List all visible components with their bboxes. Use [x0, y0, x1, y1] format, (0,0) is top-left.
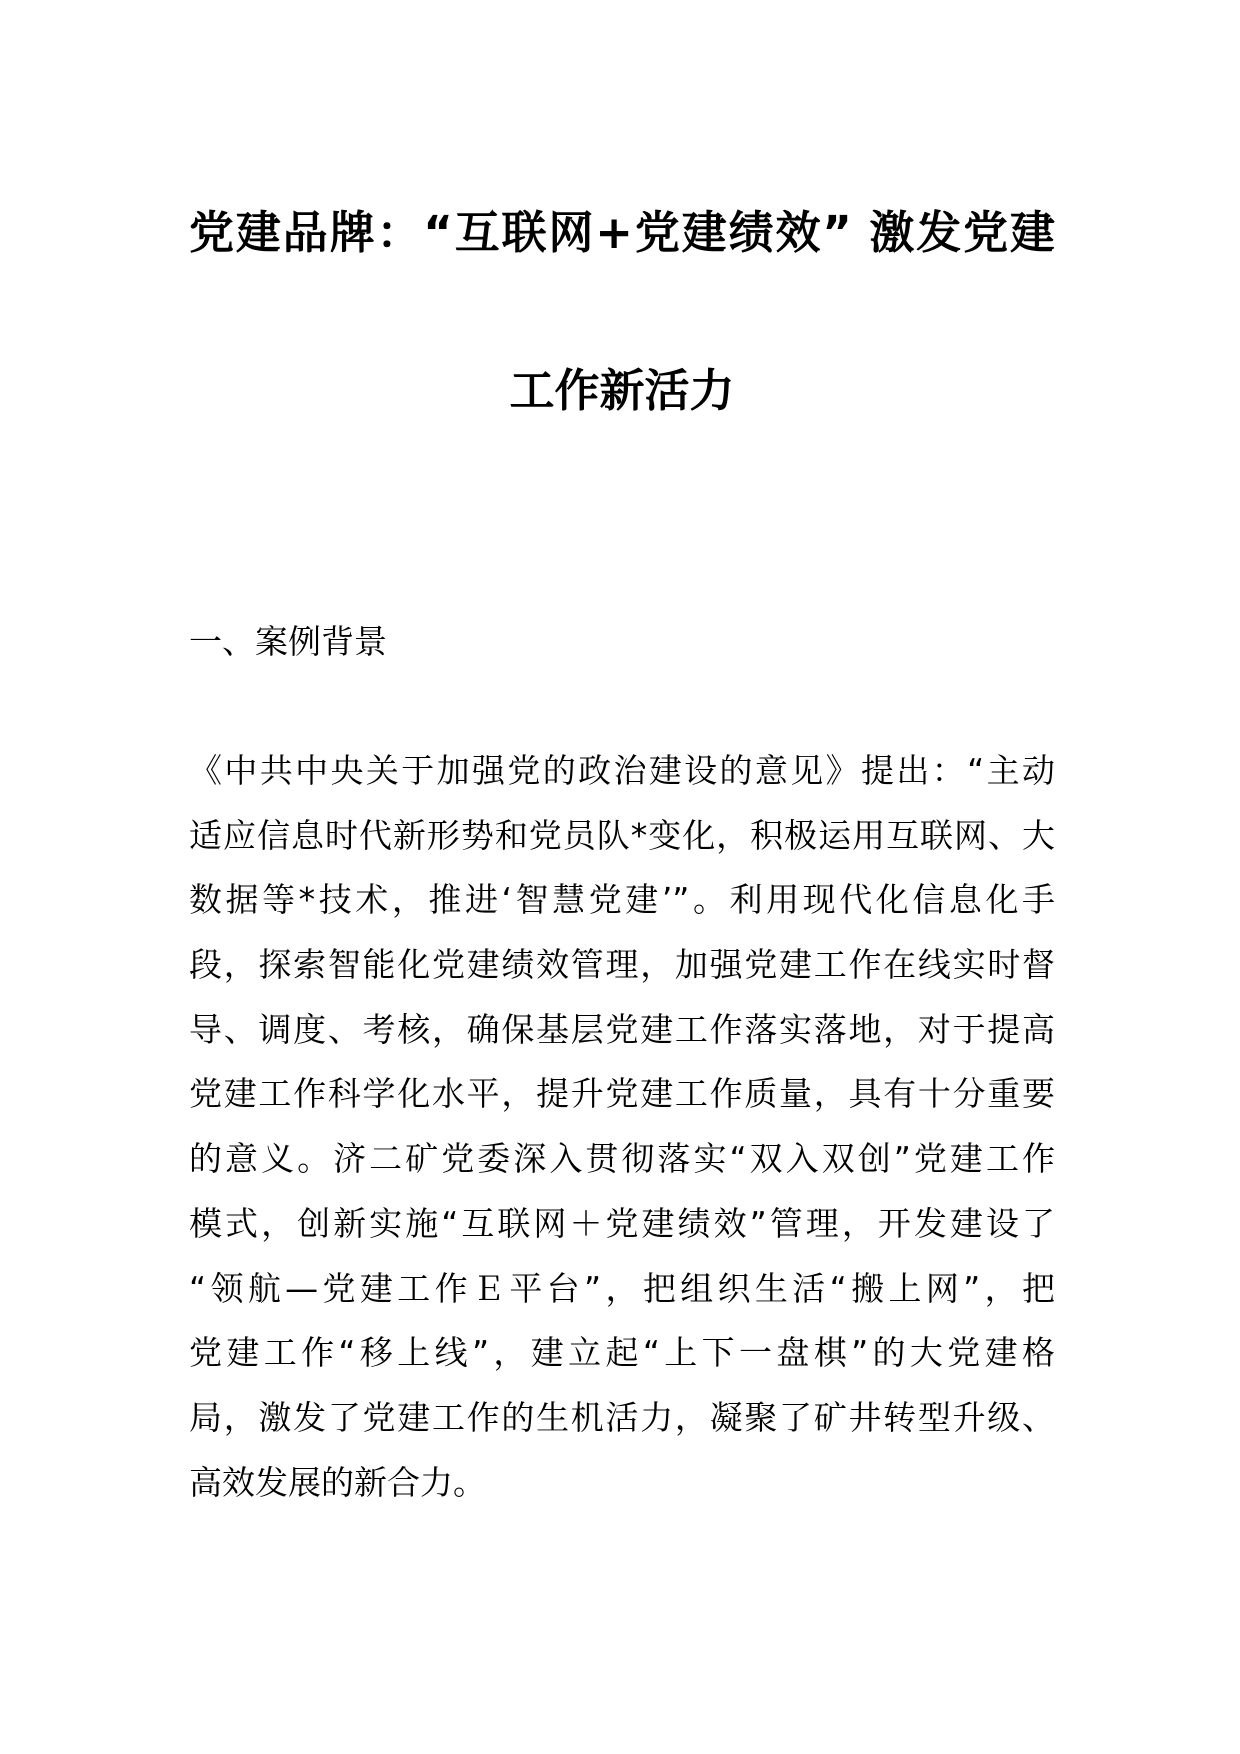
paragraph-line: 模式，创新实施“互联网＋党建绩效”管理，开发建设了: [189, 1203, 1055, 1243]
paragraph-line: 数据等*技术，推进‘智慧党建’”。利用现代化信息化手: [189, 880, 1055, 920]
paragraph-line: “领航—党建工作Ｅ平台”，把组织生活“搬上网”，把: [189, 1268, 1055, 1308]
document-title-line-2: 工作新活力: [509, 364, 735, 417]
document-title-line-1: 党建品牌：“互联网+党建绩效” 激发党建: [189, 206, 1055, 259]
section-heading: 一、案例背景: [189, 622, 387, 661]
paragraph-line: 导、调度、考核，确保基层党建工作落实落地，对于提高: [189, 1009, 1055, 1049]
paragraph-line: 高效发展的新合力。: [189, 1462, 486, 1502]
paragraph-line: 党建工作科学化水平，提升党建工作质量，具有十分重要: [189, 1074, 1055, 1114]
paragraph-line: 局，激发了党建工作的生机活力，凝聚了矿井转型升级、: [189, 1397, 1055, 1437]
body-paragraph: [189, 749, 1055, 1525]
paragraph-line: 适应信息时代新形势和党员队*变化，积极运用互联网、大: [189, 815, 1055, 855]
paragraph-line: 的意义。济二矿党委深入贯彻落实“双入双创”党建工作: [189, 1139, 1055, 1179]
paragraph-line: 段，探索智能化党建绩效管理，加强党建工作在线实时督: [189, 945, 1055, 985]
paragraph-line: 《中共中央关于加强党的政治建设的意见》提出：“主动: [189, 751, 1055, 790]
paragraph-line: 党建工作“移上线”，建立起“上下一盘棋”的大党建格: [189, 1333, 1055, 1373]
